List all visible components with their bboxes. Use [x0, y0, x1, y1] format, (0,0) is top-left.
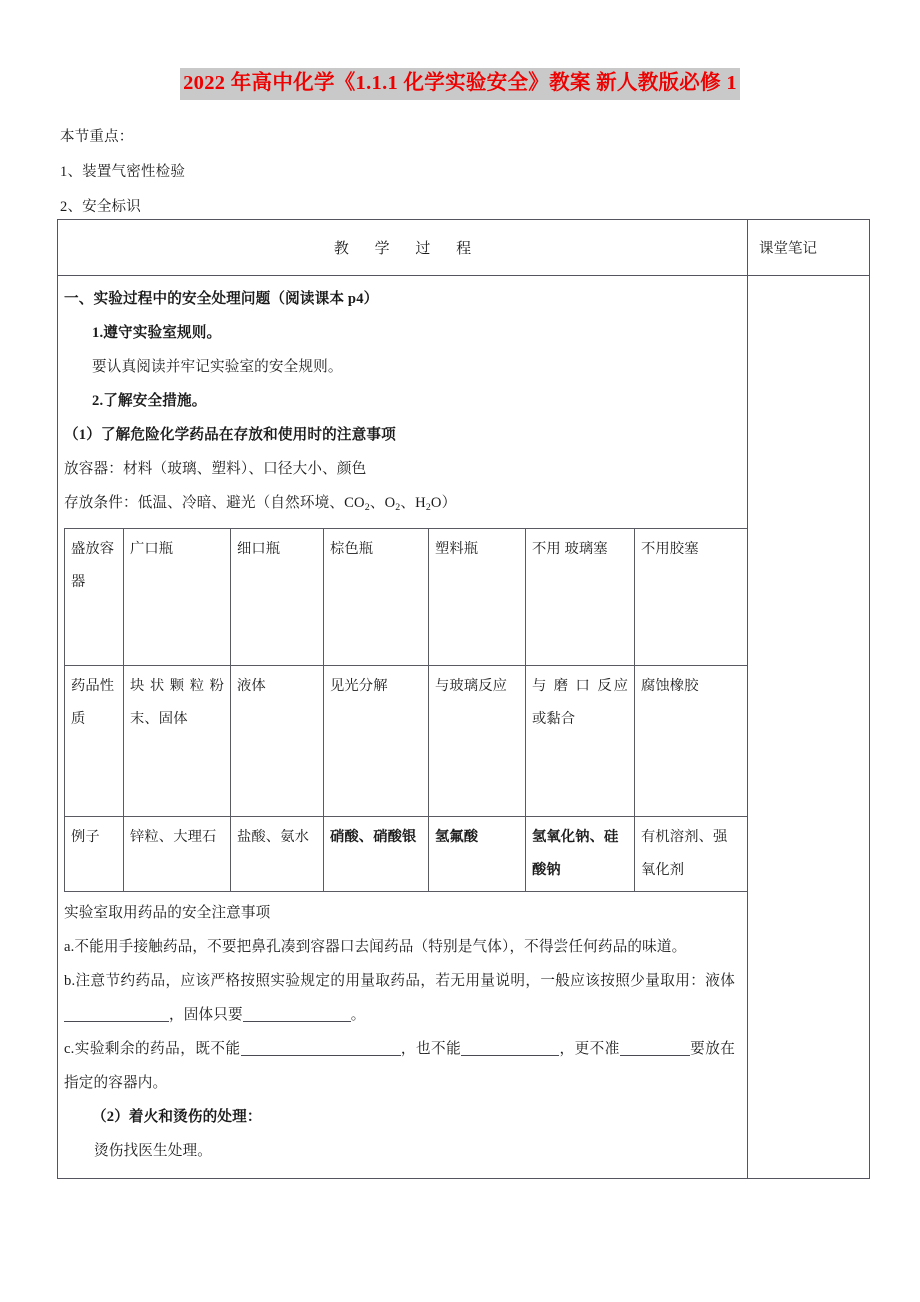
page-title: 2022 年高中化学《1.1.1 化学实验安全》教案 新人教版必修 1	[180, 68, 740, 100]
table-row	[65, 529, 748, 666]
body-cell-notes[interactable]	[748, 276, 870, 1179]
item-c-part-3: ，更不准	[559, 1041, 620, 1057]
para-3-sub-2: （2）着火和烫伤的处理：	[92, 1109, 262, 1125]
cell-r0-c4: 不用 玻璃塞	[526, 529, 635, 666]
section-1-title: 一、实验过程中的安全处理问题（阅读课本 p4）	[64, 291, 379, 307]
cell-r2-c2: 硝酸、硝酸银	[324, 817, 429, 892]
para-container-line: 放容器：材料（玻璃、塑料）、口径大小、颜色	[64, 461, 367, 477]
cell-r0-c2: 棕色瓶	[324, 529, 429, 666]
cell-r1-c2: 见光分解	[324, 666, 429, 817]
row-label-text: 盛放容器	[71, 541, 115, 590]
intro-item-1: 1、装置气密性检验	[60, 163, 186, 180]
header-cell-notes: 课堂笔记	[748, 220, 870, 276]
cell-r2-c1: 盐酸、氨水	[231, 817, 324, 892]
cell-r0-c1: 细口瓶	[231, 529, 324, 666]
lesson-table	[57, 219, 870, 1179]
row-label-text: 例子	[71, 829, 100, 845]
table-row	[65, 817, 748, 892]
intro-block	[0, 120, 920, 225]
item-b	[64, 964, 735, 1032]
blank-c-2[interactable]	[461, 1040, 559, 1056]
storage-mid-2: 、H	[400, 495, 426, 511]
chem-table-wrap	[64, 522, 735, 892]
item-a: a.不能用手接触药品，不要把鼻孔凑到容器口去闻药品（特别是气体），不得尝任何药品的味道。	[64, 939, 687, 955]
para-1-text: 要认真阅读并牢记实验室的安全规则。	[92, 359, 343, 375]
chemical-storage-table	[64, 528, 748, 892]
cell-r1-c5: 腐蚀橡胶	[635, 666, 748, 817]
para-2-sub-1: （1）了解危险化学药品在存放和使用时的注意事项	[64, 427, 396, 443]
co2-subscript: 2	[364, 502, 370, 513]
item-c-part-4: 要放在指定的容器内。	[64, 1041, 736, 1091]
row-label-examples	[65, 817, 124, 892]
cell-r2-c0: 锌粒、大理石	[124, 817, 231, 892]
table-row	[65, 666, 748, 817]
para-3-text: 烫伤找医生处理。	[94, 1143, 212, 1159]
blank-liquid[interactable]	[64, 1006, 169, 1022]
cell-r2-c3: 氢氟酸	[429, 817, 526, 892]
cell-r1-c3: 与玻璃反应	[429, 666, 526, 817]
blank-c-3[interactable]	[620, 1040, 690, 1056]
cell-r2-c4: 氢氧化钠、硅酸钠	[526, 817, 635, 892]
cell-r1-c0: 块状颗粒粉末、固体	[124, 666, 231, 817]
item-b-part-3: 。	[350, 1007, 366, 1023]
table-header-row	[58, 220, 870, 276]
body-cell-process	[58, 276, 748, 1179]
blank-c-1[interactable]	[241, 1040, 401, 1056]
title-row	[0, 68, 920, 100]
cell-r1-c4: 与 磨 口 反应或黏合	[526, 666, 635, 817]
blank-solid[interactable]	[243, 1006, 351, 1022]
table-body-row	[58, 276, 870, 1179]
storage-suffix: O）	[430, 495, 457, 511]
cell-r0-c0: 广口瓶	[124, 529, 231, 666]
item-c-part-1: c.实验剩余的药品，既不能	[64, 1041, 241, 1057]
h2o-subscript: 2	[425, 502, 431, 513]
para-2-title: 2.了解安全措施。	[92, 393, 207, 409]
cell-r1-c1: 液体	[231, 666, 324, 817]
storage-mid-1: 、O	[369, 495, 396, 511]
row-label-text: 药品性质	[71, 678, 115, 727]
para-storage-line	[64, 486, 735, 522]
header-cell-process: 教 学 过 程	[58, 220, 748, 276]
cell-r2-c5: 有机溶剂、强氧化剂	[635, 817, 748, 892]
after-table-title: 实验室取用药品的安全注意事项	[64, 905, 271, 921]
item-c	[64, 1032, 735, 1100]
item-c-part-2: ，也不能	[400, 1041, 462, 1057]
intro-heading: 本节重点：	[60, 128, 134, 145]
para-1-title: 1.遵守实验室规则。	[92, 325, 222, 341]
o2-subscript: 2	[395, 502, 401, 513]
intro-item-2: 2、安全标识	[60, 198, 141, 215]
storage-prefix: 存放条件：低温、冷暗、避光（自然环境、CO	[64, 495, 365, 511]
item-b-part-1: b.注意节约药品，应该严格按照实验规定的用量取药品，若无用量说明，一般应该按照少量取用：液体	[64, 973, 735, 989]
row-label-container	[65, 529, 124, 666]
row-label-properties	[65, 666, 124, 817]
cell-r0-c3: 塑料瓶	[429, 529, 526, 666]
item-b-part-2: ，固体只要	[169, 1007, 243, 1023]
cell-r0-c5: 不用胶塞	[635, 529, 748, 666]
